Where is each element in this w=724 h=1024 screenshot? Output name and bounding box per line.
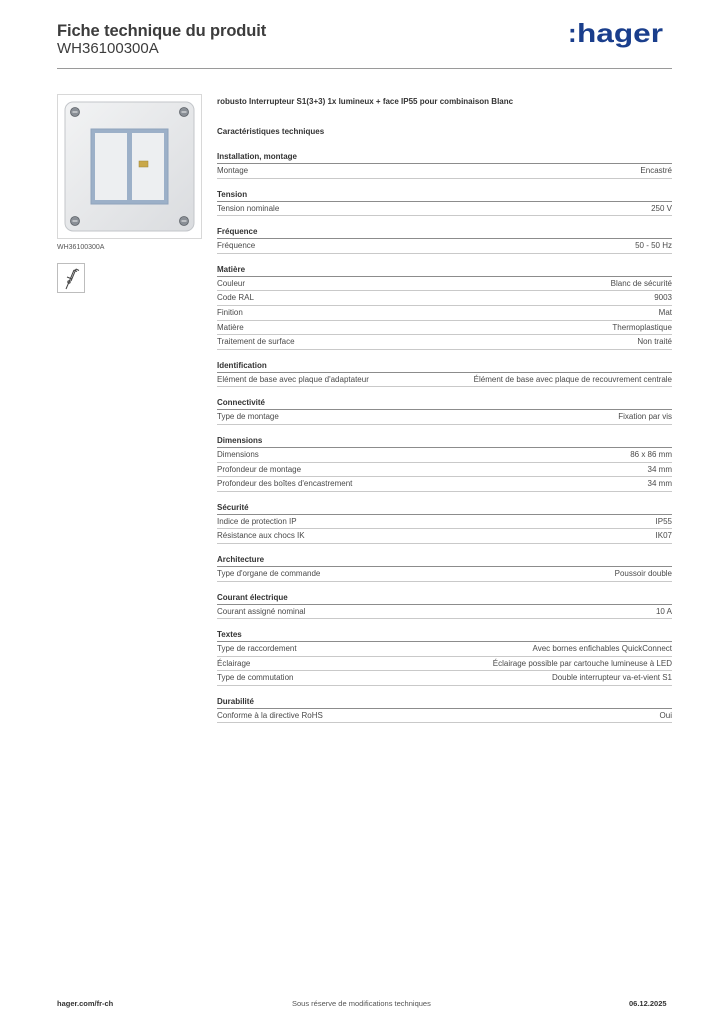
section-title: Tension: [217, 189, 672, 202]
switch-illustration: [58, 95, 201, 238]
technical-heading: Caractéristiques techniques: [217, 127, 325, 136]
spec-value: Encastré: [640, 166, 672, 175]
product-reference: WH36100300A: [57, 40, 159, 57]
logo-text: hager: [577, 19, 663, 48]
spec-label: Éclairage: [217, 658, 251, 668]
spec-section: [217, 226, 672, 254]
spec-label: Profondeur de montage: [217, 464, 302, 474]
section-title: Fréquence: [217, 226, 672, 239]
page-title: Fiche technique du produit: [57, 22, 267, 40]
footer-date: 06.12.2025: [629, 999, 667, 1008]
spec-row: [217, 515, 672, 530]
spec-row: [217, 657, 672, 672]
spec-value: 34 mm: [647, 479, 672, 489]
spec-value: Éclairage possible par cartouche lumineuse à LED: [492, 658, 672, 668]
spec-row: [217, 477, 672, 492]
spec-row: [217, 448, 672, 463]
section-title: Courant électrique: [217, 592, 672, 605]
spec-label: Type de montage: [217, 412, 279, 422]
spec-row: [217, 410, 672, 425]
product-name: robusto Interrupteur S1(3+3) 1x lumineux + face IP55 pour combinaison Blanc: [217, 97, 514, 106]
spec-section: [217, 554, 672, 582]
spec-label: Type de commutation: [217, 673, 294, 683]
section-title: Textes: [217, 629, 672, 642]
spec-row: [217, 306, 672, 321]
spec-value: Non traité: [637, 337, 672, 347]
spec-value: 86 x 86 mm: [630, 449, 672, 459]
spec-row: [217, 709, 672, 724]
spec-value: Oui: [659, 710, 672, 720]
spec-row: [217, 373, 672, 388]
spec-section: [217, 502, 672, 544]
spec-value: Élément de base avec plaque de recouvrement centrale: [473, 374, 672, 384]
spec-value: Double interrupteur va-et-vient S1: [551, 673, 672, 683]
hager-logo: [568, 19, 664, 49]
spec-row: [217, 335, 672, 350]
switch-symbol-icon: [58, 264, 84, 292]
technical-content: [217, 96, 672, 733]
section-title: Sécurité: [217, 502, 672, 515]
spec-value: Avec bornes enfichables QuickConnect: [532, 644, 672, 654]
spec-section: [217, 629, 672, 686]
spec-label: Couleur: [217, 278, 246, 288]
spec-value: Thermoplastique: [612, 322, 672, 332]
spec-label: Tension nominale: [217, 203, 280, 213]
spec-value: Mat: [658, 307, 672, 317]
spec-label: Type de raccordement: [217, 644, 297, 654]
spec-value: IK07: [655, 531, 672, 541]
spec-row: [217, 529, 672, 544]
spec-value: 9003: [654, 293, 672, 303]
section-title: Architecture: [217, 554, 672, 567]
spec-label: Matière: [217, 322, 244, 332]
spec-label: Dimensions: [217, 449, 259, 459]
spec-row: [217, 202, 672, 217]
circuit-symbol: [57, 263, 85, 293]
section-title: Identification: [217, 360, 672, 373]
spec-label: Traitement de surface: [217, 337, 295, 347]
spec-value: Poussoir double: [614, 568, 672, 578]
spec-value: 50 - 50 Hz: [635, 241, 672, 251]
spec-section: [217, 696, 672, 724]
spec-value: 250 V: [651, 203, 672, 213]
section-title: Dimensions: [217, 435, 672, 448]
footer-website: hager.com/fr-ch: [57, 999, 114, 1008]
indicator-light-icon: [139, 161, 148, 167]
spec-label: Profondeur des boîtes d'encastrement: [217, 479, 353, 489]
spec-label: Type d'organe de commande: [217, 568, 321, 578]
header-divider: [57, 68, 672, 69]
spec-row: [217, 463, 672, 478]
spec-label: Résistance aux chocs IK: [217, 531, 305, 541]
spec-row: [217, 164, 672, 179]
spec-value: IP55: [655, 516, 672, 526]
spec-section: [217, 360, 672, 388]
spec-row: [217, 605, 672, 620]
spec-value: 10 A: [655, 606, 672, 616]
spec-row: [217, 277, 672, 292]
spec-row: [217, 567, 672, 582]
section-title: Matière: [217, 264, 672, 277]
section-title: Installation, montage: [217, 151, 672, 164]
spec-value: Blanc de sécurité: [610, 278, 672, 288]
spec-section: [217, 435, 672, 492]
spec-row: [217, 291, 672, 306]
spec-row: [217, 642, 672, 657]
spec-section: [217, 151, 672, 179]
spec-label: Montage: [217, 166, 249, 175]
image-caption: WH36100300A: [57, 244, 105, 251]
spec-label: Code RAL: [217, 293, 254, 303]
spec-section: [217, 264, 672, 350]
spec-section: [217, 189, 672, 217]
spec-label: Fréquence: [217, 241, 256, 251]
spec-section: [217, 397, 672, 425]
spec-label: Conforme à la directive RoHS: [217, 710, 323, 720]
spec-label: Courant assigné nominal: [217, 606, 306, 616]
spec-label: Indice de protection IP: [217, 516, 297, 526]
svg-text::: :: [568, 19, 577, 48]
spec-value: Fixation par vis: [618, 412, 672, 422]
product-image: [57, 94, 202, 239]
spec-row: [217, 671, 672, 686]
spec-label: Elément de base avec plaque d'adaptateur: [217, 374, 369, 384]
spec-label: Finition: [217, 307, 243, 317]
section-title: Durabilité: [217, 696, 672, 709]
spec-row: [217, 239, 672, 254]
spec-section: [217, 592, 672, 620]
footer-disclaimer: Sous réserve de modifications techniques: [292, 999, 431, 1008]
section-title: Connectivité: [217, 397, 672, 410]
spec-sections: [217, 151, 672, 723]
spec-value: 34 mm: [647, 464, 672, 474]
spec-row: [217, 321, 672, 336]
